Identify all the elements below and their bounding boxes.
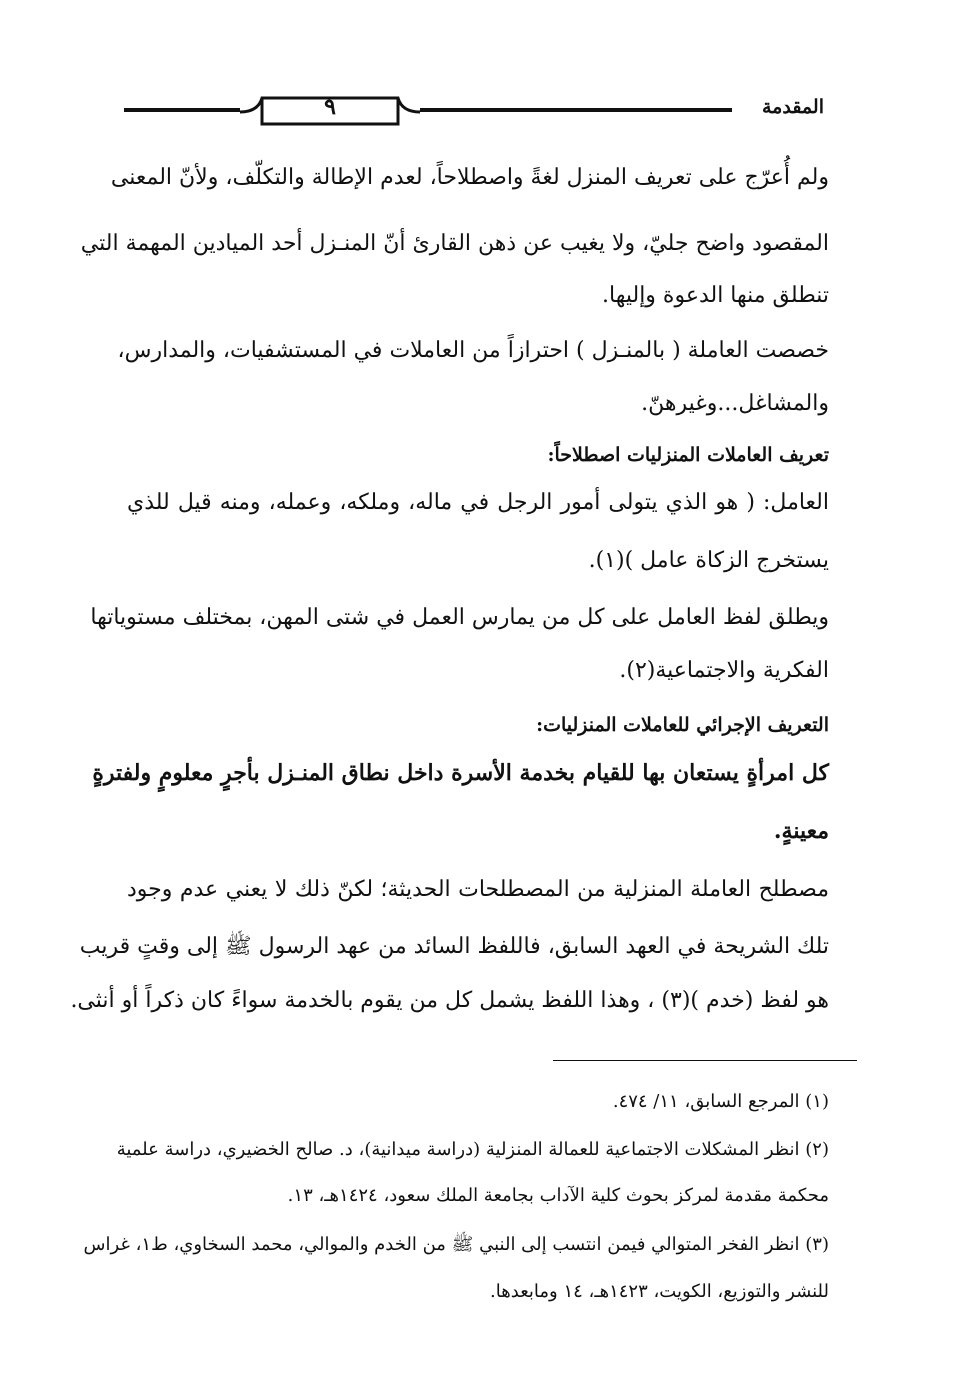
footnote-3-line-2: للنشر والتوزيع، الكويت، ١٤٢٣هـ، ١٤ ومابعدها. [490,1281,829,1302]
section-heading-1: تعريف العاملات المنزليات اصطلاحاً: [547,444,829,466]
footnote-2-line-1: (٢) انظر المشكلات الاجتماعية للعمالة المنزلية (دراسة ميدانية)، د. صالح الخضيري، دراسة علمية [116,1139,829,1160]
footnote-3-line-1: (٣) انظر الفخر المتوالي فيمن انتسب إلى النبي ﷺ من الخدم والموالي، محمد السخاوي، ط١، غراس [83,1234,829,1255]
body-line-7: يستخرج الزكاة عامل )(١). [588,548,829,573]
body-line-3: تنطلق منها الدعوة وإليها. [602,283,829,308]
header-title: المقدمة [761,96,824,118]
footnote-1: (١) المرجع السابق، ١١/ ٤٧٤. [612,1091,829,1112]
body-line-12: هو لفظ (خدم )(٣) ، وهذا اللفظ يشمل كل من يقوم بالخدمة سواءً كان ذكراً أو أنثى. [70,988,829,1013]
page-number: ٩ [324,94,336,120]
body-line-5: والمشاغل...وغيرهنّ. [641,391,829,416]
header-rule-left [124,108,240,112]
body-line-6: العامل: ( هو الذي يتولى أمور الرجل في ماله، وملكه، وعمله، ومنه قيل للذي [127,490,829,515]
footnote-2-line-2: محكمة مقدمة لمركز بحوث كلية الآداب بجامعة الملك سعود، ١٤٢٤هـ، ١٣. [287,1185,829,1206]
section-heading-2: التعريف الإجرائي للعاملات المنزليات: [536,714,829,736]
body-line-11: تلك الشريحة في العهد السابق، فاللفظ السائد من عهد الرسول ﷺ إلى وقتٍ قريب [79,934,829,959]
definition-line-1: كل امرأةٍ يستعان بها للقيام بخدمة الأسرة داخل نطاق المنـزل بأجرٍ معلومٍ ولفترةٍ [92,760,829,786]
footnote-separator [553,1060,857,1061]
page-header [124,84,824,128]
header-rule-right [420,108,732,112]
body-line-8: ويطلق لفظ العامل على كل من يمارس العمل في شتى المهن، بمختلف مستوياتها [90,605,829,630]
page-number-frame [238,90,422,126]
body-line-2: المقصود واضح جليّ، ولا يغيب عن ذهن القارئ أنّ المنـزل أحد الميادين المهمة التي [80,231,829,256]
body-line-1: ولم أُعرّج على تعريف المنزل لغةً واصطلاحاً، لعدم الإطالة والتكلّف، ولأنّ المعنى [110,165,829,190]
definition-line-2: معينةٍ. [773,818,829,844]
body-line-4: خصصت العاملة ( بالمنـزل ) احترازاً من العاملات في المستشفيات، والمدارس، [117,338,829,363]
body-line-9: الفكرية والاجتماعية(٢). [619,658,829,683]
body-line-10: مصطلح العاملة المنزلية من المصطلحات الحديثة؛ لكنّ ذلك لا يعني عدم وجود [127,877,829,902]
